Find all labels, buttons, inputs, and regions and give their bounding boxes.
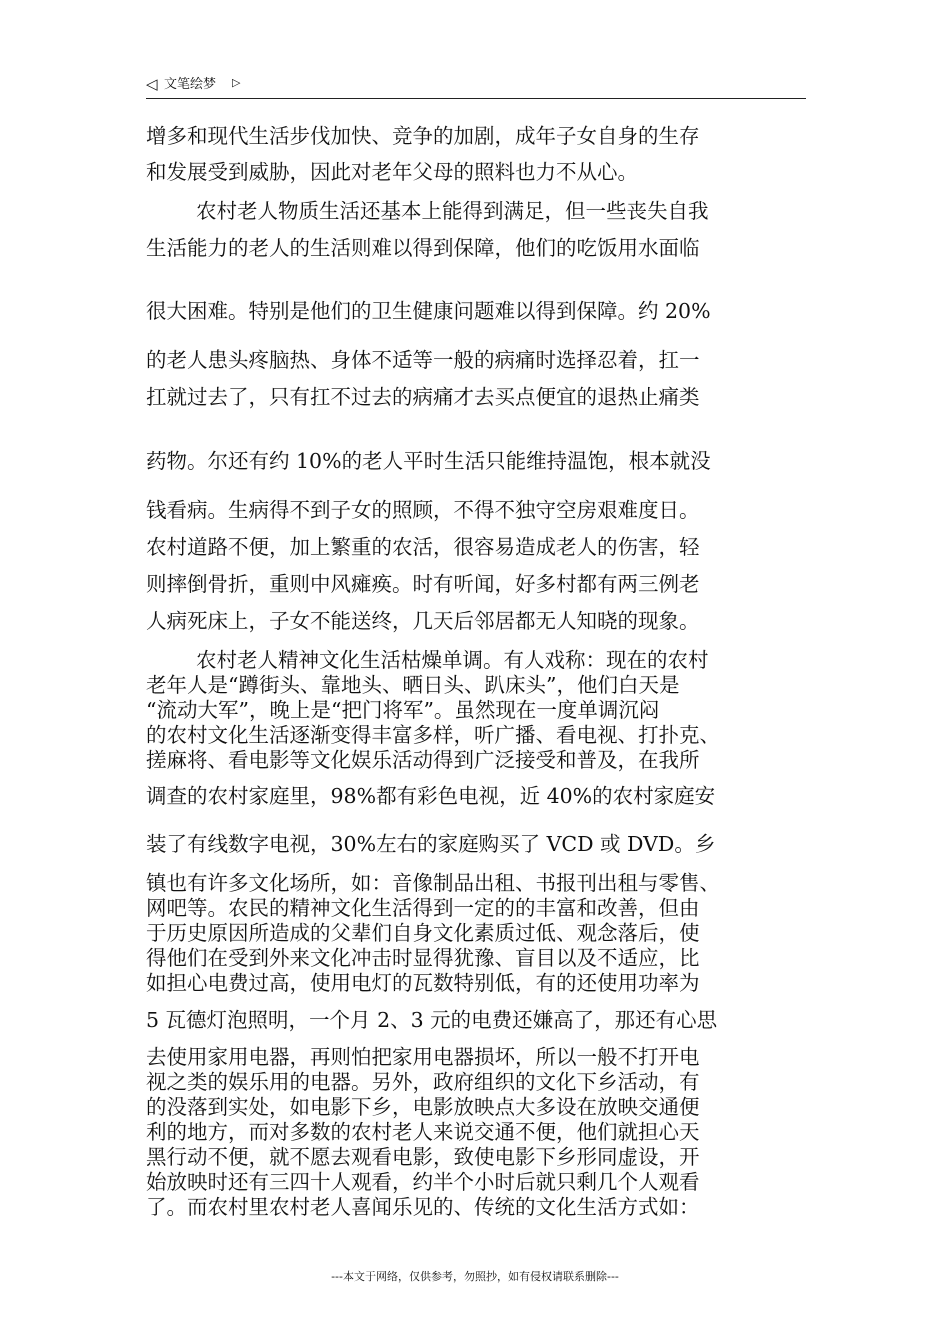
text-line: 始放映时还有三四十人观看，约半个小时后就只剩几个人观看 bbox=[146, 1170, 700, 1194]
text-line: 的老人患头疼脑热、身体不适等一般的病痛时选择忍着，扛一 bbox=[146, 348, 700, 372]
text-line: 生活能力的老人的生活则难以得到保障，他们的吃饭用水面临 bbox=[146, 236, 700, 260]
text-line: 则摔倒骨折，重则中风瘫痪。时有听闻，好多村都有两三例老 bbox=[146, 572, 700, 596]
text-line: 农村老人精神文化生活枯燥单调。有人戏称：现在的农村 bbox=[196, 648, 709, 672]
text-line: 老年人是“蹲街头、靠地头、晒日头、趴床头”，他们白天是 bbox=[146, 673, 680, 697]
text-line: 黑行动不便，就不愿去观看电影，致使电影下乡形同虚设，开 bbox=[146, 1145, 700, 1169]
text-line: 的没落到实处，如电影下乡，电影放映点大多设在放映交通便 bbox=[146, 1095, 700, 1119]
text-line: 于历史原因所造成的父辈们自身文化素质过低、观念落后，使 bbox=[146, 921, 700, 945]
left-triangle-icon: ◁ bbox=[146, 75, 158, 93]
text-line: 调查的农村家庭里，98%都有彩色电视，近 40%的农村家庭安 bbox=[146, 784, 716, 808]
text-line: 网吧等。农民的精神文化生活得到一定的的丰富和改善，但由 bbox=[146, 896, 700, 920]
text-line: 的农村文化生活逐渐变得丰富多样，听广播、看电视、打扑克、 bbox=[146, 723, 720, 747]
right-triangle-icon: ▷ bbox=[232, 76, 241, 89]
page-header bbox=[146, 74, 806, 99]
text-line: 装了有线数字电视，30%左右的家庭购买了 VCD 或 DVD。乡 bbox=[146, 832, 716, 856]
text-line: 钱看病。生病得不到子女的照顾，不得不独守空房艰难度日。 bbox=[146, 498, 700, 522]
text-line: 扛就过去了，只有扛不过去的病痛才去买点便宜的退热止痛类 bbox=[146, 385, 700, 409]
text-line: 得他们在受到外来文化冲击时显得犹豫、盲目以及不适应，比 bbox=[146, 946, 700, 970]
text-line: 视之类的娱乐用的电器。另外，政府组织的文化下乡活动，有 bbox=[146, 1070, 700, 1094]
text-line: 了。而农村里农村老人喜闻乐见的、传统的文化生活方式如： bbox=[146, 1195, 700, 1219]
text-line: 人病死床上，子女不能送终，几天后邻居都无人知晓的现象。 bbox=[146, 609, 700, 633]
text-line: 药物。尔还有约 10%的老人平时生活只能维持温饱，根本就没 bbox=[146, 449, 711, 473]
page-footer: ---本文于网络，仅供参考，勿照抄，如有侵权请联系删除--- bbox=[331, 1270, 619, 1283]
text-line: “流动大军”，晚上是“把门将军”。虽然现在一度单调沉闷 bbox=[146, 698, 660, 722]
text-line: 很大困难。特别是他们的卫生健康问题难以得到保障。约 20% bbox=[146, 299, 711, 323]
header-title: 文笔绘梦 bbox=[164, 77, 217, 92]
text-line: 和发展受到威胁，因此对老年父母的照料也力不从心。 bbox=[146, 160, 638, 184]
text-line: 农村道路不便，加上繁重的农活，很容易造成老人的伤害，轻 bbox=[146, 535, 700, 559]
text-line: 增多和现代生活步伐加快、竞争的加剧，成年子女自身的生存 bbox=[146, 124, 700, 148]
text-line: 搓麻将、看电影等文化娱乐活动得到广泛接受和普及，在我所 bbox=[146, 748, 700, 772]
text-line: 5 瓦德灯泡照明，一个月 2、3 元的电费还嫌高了，那还有心思 bbox=[146, 1008, 718, 1032]
text-line: 利的地方，而对多数的农村老人来说交通不便，他们就担心天 bbox=[146, 1120, 700, 1144]
text-line: 去使用家用电器，再则怕把家用电器损坏，所以一般不打开电 bbox=[146, 1045, 700, 1069]
text-line: 如担心电费过高，使用电灯的瓦数特别低，有的还使用功率为 bbox=[146, 971, 700, 995]
text-line: 镇也有许多文化场所，如：音像制品出租、书报刊出租与零售、 bbox=[146, 871, 720, 895]
text-line: 农村老人物质生活还基本上能得到满足，但一些丧失自我 bbox=[196, 199, 709, 223]
